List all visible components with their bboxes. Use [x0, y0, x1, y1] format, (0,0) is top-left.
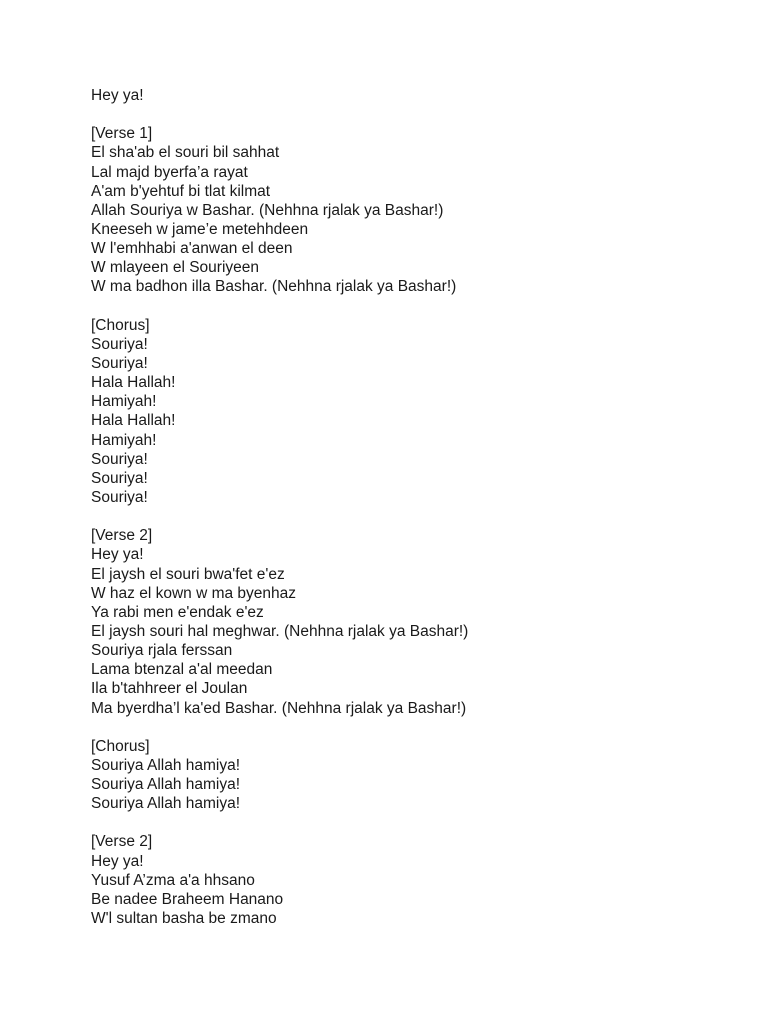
lyrics-text [91, 86, 731, 928]
lyric-line: Souriya! [91, 335, 148, 353]
lyric-line: El sha'ab el souri bil sahhat [91, 144, 280, 162]
lyric-line: W l'emhhabi a'anwan el deen [91, 240, 293, 258]
lyric-line: W mlayeen el Souriyeen [91, 259, 259, 277]
lyric-line: [Verse 2] [91, 527, 153, 545]
lyric-line: [Verse 2] [91, 833, 153, 851]
stanza-gap [91, 718, 731, 737]
stanza-gap [91, 105, 731, 124]
lyric-line: Souriya Allah hamiya! [91, 795, 241, 813]
lyric-line: Be nadee Braheem Hanano [91, 890, 284, 908]
lyric-line: Hala Hallah! [91, 412, 176, 430]
lyric-line: Souriya! [91, 488, 148, 506]
lyric-line: W ma badhon illa Bashar. (Nehhna rjalak ya Bashar!) [91, 278, 457, 296]
lyric-line: Ya rabi men e'endak e'ez [91, 603, 264, 621]
lyric-line: El jaysh souri hal meghwar. (Nehhna rjalak ya Bashar!) [91, 622, 469, 640]
lyric-line: Ila b'tahhreer el Joulan [91, 680, 248, 698]
lyric-line: Hey ya! [91, 87, 144, 104]
lyric-line: El jaysh el souri bwa'fet e'ez [91, 565, 285, 583]
lyric-line: Souriya Allah hamiya! [91, 756, 241, 774]
lyric-line: Yusuf A’zma a'a hhsano [91, 871, 255, 889]
lyric-line: Hey ya! [91, 546, 144, 564]
lyric-line: Ma byerdha’l ka'ed Bashar. (Nehhna rjalak ya Bashar!) [91, 699, 467, 717]
lyric-line: Hamiyah! [91, 393, 157, 411]
lyric-line: Lama btenzal a'al meedan [91, 661, 273, 679]
stanza-gap [91, 507, 731, 526]
lyric-line: W'l sultan basha be zmano [91, 910, 277, 928]
lyric-line: W haz el kown w ma byenhaz [91, 584, 297, 602]
lyric-line: Hey ya! [91, 852, 144, 870]
lyric-line: Hala Hallah! [91, 374, 176, 392]
lyric-line: Souriya Allah hamiya! [91, 776, 241, 794]
lyric-line: [Chorus] [91, 316, 150, 334]
lyric-line: Souriya! [91, 354, 148, 372]
lyric-line: Souriya rjala ferssan [91, 642, 233, 660]
lyric-line: [Verse 1] [91, 125, 153, 143]
lyric-line: Allah Souriya w Bashar. (Nehhna rjalak ya Bashar!) [91, 201, 444, 219]
lyric-line: Hamiyah! [91, 431, 157, 449]
lyric-line: [Chorus] [91, 737, 150, 755]
lyric-line: Souriya! [91, 450, 148, 468]
lyric-line: Souriya! [91, 469, 148, 487]
stanza-gap [91, 297, 731, 316]
lyric-line: Lal majd byerfa’a rayat [91, 163, 248, 181]
lyric-line: Kneeseh w jame’e metehhdeen [91, 220, 309, 238]
stanza-gap [91, 813, 731, 832]
lyric-line: A'am b'yehtuf bi tlat kilmat [91, 182, 271, 200]
